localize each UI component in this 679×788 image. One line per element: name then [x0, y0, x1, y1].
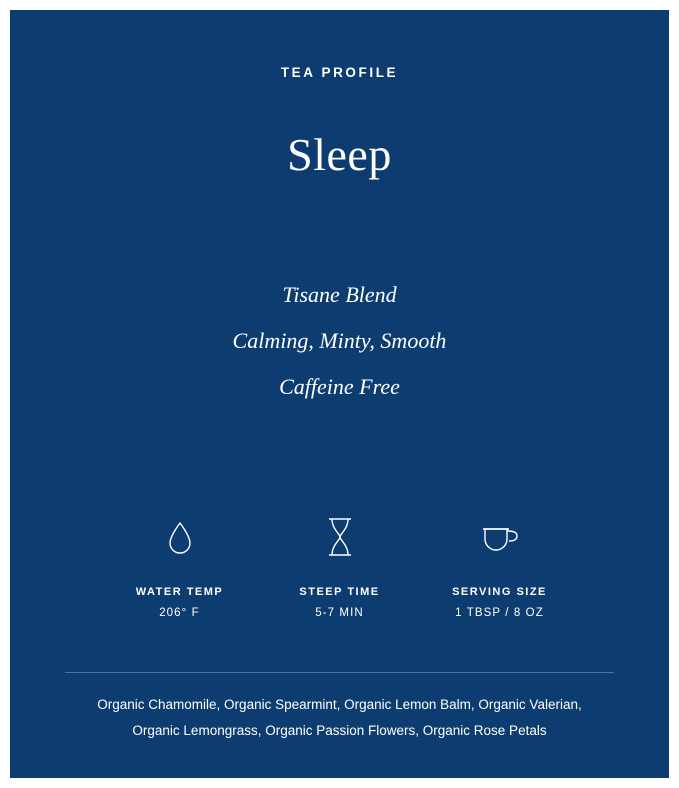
brew-value-serving-size: 1 TBSP / 8 OZ	[455, 607, 544, 619]
page-title: Sleep	[287, 129, 392, 180]
brew-item-steep-time	[260, 510, 420, 619]
ingredients-line-1: Organic Chamomile, Organic Spearmint, Organic Lemon Balm, Organic Valerian,	[97, 697, 582, 712]
ingredients-line-2: Organic Lemongrass, Organic Passion Flowers, Organic Rose Petals	[132, 723, 547, 738]
water-drop-icon	[100, 510, 260, 564]
hourglass-icon	[260, 510, 420, 564]
eyebrow-label: TEA PROFILE	[280, 65, 399, 80]
attribute-caffeine: Caffeine Free	[279, 374, 400, 399]
brew-item-serving-size	[420, 510, 580, 619]
attributes-list	[10, 272, 669, 410]
brew-value-water-temp: 206° F	[159, 607, 200, 619]
brew-label-steep-time: STEEP TIME	[299, 586, 380, 598]
divider	[65, 672, 614, 673]
attribute-blend-type: Tisane Blend	[282, 282, 397, 307]
brew-label-serving-size: SERVING SIZE	[452, 586, 547, 598]
ingredients-list	[50, 692, 629, 744]
attribute-flavor-notes: Calming, Minty, Smooth	[232, 328, 447, 353]
brew-label-water-temp: WATER TEMP	[135, 586, 224, 598]
tea-profile-card	[10, 10, 669, 778]
brew-value-steep-time: 5-7 MIN	[315, 607, 364, 619]
brew-item-water-temp	[100, 510, 260, 619]
brewing-instructions	[10, 510, 669, 619]
teacup-icon	[420, 510, 580, 564]
